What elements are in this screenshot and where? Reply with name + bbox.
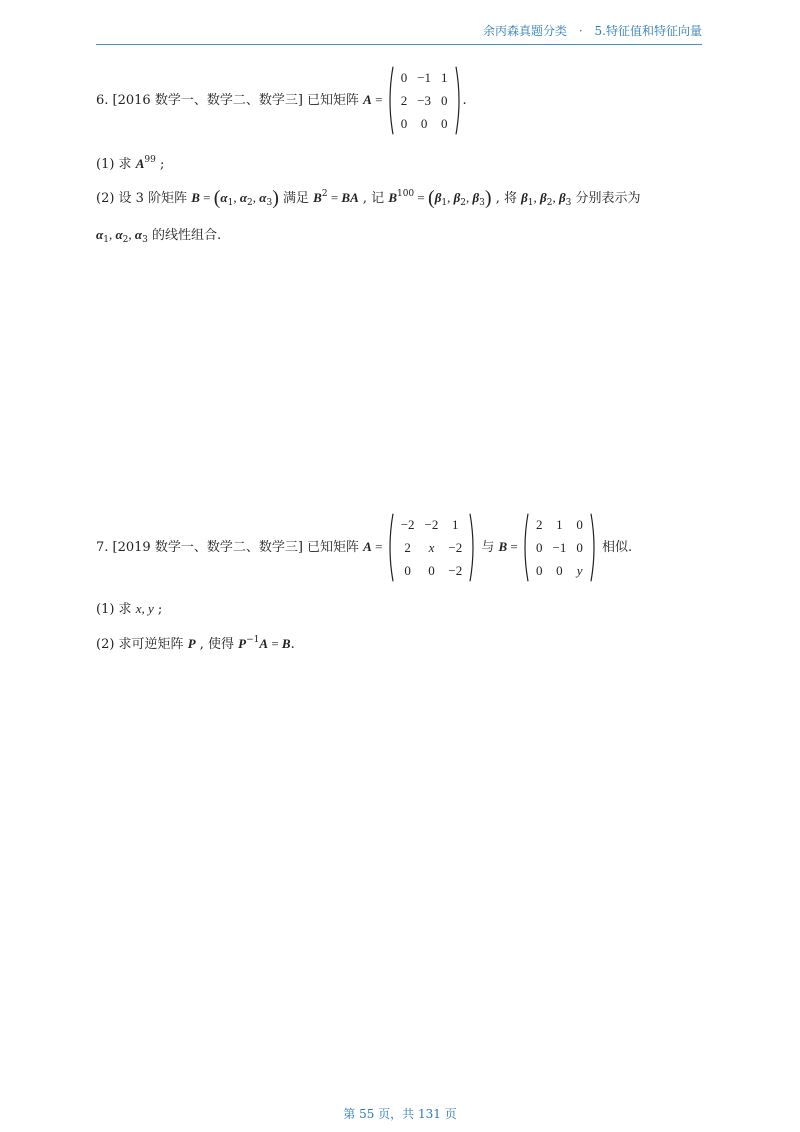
text-segment: 相似.	[597, 540, 633, 555]
subscript: 1	[441, 198, 448, 208]
cell: −2	[400, 516, 415, 532]
cell: 0	[576, 539, 583, 555]
comma: ,	[552, 190, 559, 205]
cell: 0	[536, 539, 543, 555]
equals-sign: =	[199, 190, 214, 205]
q7-prefix: 7. [2019 数学一、数学二、数学三] 已知矩阵	[96, 540, 364, 555]
text-segment: .	[290, 637, 295, 652]
comma: ,	[128, 227, 135, 242]
subscript: 3	[479, 198, 485, 208]
text-segment: 的线性组合.	[147, 228, 222, 243]
text-segment: ;	[153, 602, 163, 617]
left-paren-icon	[521, 513, 529, 582]
left-paren-icon	[386, 513, 394, 582]
cell: −1	[417, 69, 432, 85]
exponent: 100	[396, 189, 415, 199]
subscript: 1	[103, 235, 109, 245]
q6-part2-cont	[96, 224, 221, 243]
page-header	[96, 22, 702, 39]
q6-part1-end: ;	[155, 157, 165, 172]
cell: 0	[556, 562, 563, 578]
text-segment: 满足	[283, 191, 314, 206]
subscript: 2	[546, 198, 553, 208]
var-B: B	[313, 190, 322, 205]
exponent: 99	[144, 155, 156, 165]
q7-part2	[96, 633, 295, 652]
cell: 0	[404, 562, 411, 578]
beta-3: β	[472, 190, 480, 205]
subscript: 3	[266, 198, 273, 208]
cell: 1	[556, 516, 563, 532]
q6-statement	[96, 66, 467, 135]
comma: ,	[233, 190, 240, 205]
q6-var-A: A	[363, 92, 372, 107]
comma: ,	[533, 190, 541, 205]
cell: −2	[424, 516, 439, 532]
var-P: P	[238, 636, 247, 651]
beta-2: β	[453, 190, 461, 205]
left-paren-icon: (	[428, 187, 435, 209]
cell: 2	[400, 92, 408, 108]
subscript: 3	[142, 235, 148, 245]
q6-part1	[96, 153, 164, 172]
equals-sign: =	[327, 190, 342, 205]
left-paren-icon: (	[213, 187, 221, 209]
comma: ,	[466, 190, 473, 205]
equals-sign: =	[371, 92, 386, 107]
alpha-2: α	[239, 190, 248, 205]
header-separator: ·	[578, 24, 583, 38]
q7-statement	[96, 513, 632, 582]
text-segment: 分别表示为	[575, 191, 641, 206]
alpha-2: α	[115, 227, 123, 242]
text-segment: 与	[477, 540, 499, 555]
cell: 1	[441, 69, 448, 85]
header-title: 余丙森真题分类	[483, 24, 568, 38]
subscript: 3	[565, 198, 572, 208]
var-P: P	[187, 636, 196, 651]
cell: 2	[404, 539, 411, 555]
q7-vars: x, y	[135, 601, 154, 616]
left-paren-icon	[386, 66, 394, 135]
right-paren-icon: )	[272, 187, 279, 209]
beta-1: β	[521, 190, 528, 205]
period: .	[462, 93, 467, 108]
subscript: 2	[122, 235, 129, 245]
q6-part1-label: (1) 求	[96, 157, 136, 172]
cell: 0	[420, 115, 428, 131]
alpha-3: α	[134, 227, 143, 242]
q6-part2-label: (2) 设 3 阶矩阵	[96, 191, 192, 206]
alpha-3: α	[259, 190, 267, 205]
comma: ,	[252, 190, 260, 205]
right-paren-icon	[469, 513, 477, 582]
cell: 0	[428, 562, 435, 578]
cell: −3	[417, 92, 432, 108]
beta-1: β	[434, 190, 442, 205]
alpha-1: α	[220, 190, 228, 205]
comma: ,	[108, 227, 116, 242]
right-paren-icon: )	[484, 187, 492, 209]
subscript: 1	[227, 198, 234, 208]
q7-matrix-A	[386, 513, 478, 582]
cell: −1	[552, 539, 567, 555]
q7-var-A: A	[363, 539, 372, 554]
equals-sign: =	[371, 539, 386, 554]
var-A: A	[259, 636, 269, 651]
right-paren-icon	[455, 66, 463, 135]
var-BA: BA	[341, 190, 359, 205]
header-section: 5.特征值和特征向量	[594, 24, 702, 38]
beta-3: β	[558, 190, 566, 205]
comma: ,	[447, 190, 454, 205]
cell: x	[428, 539, 435, 555]
var-B: B	[191, 190, 200, 205]
cell: 0	[441, 115, 448, 131]
q7-var-B: B	[498, 539, 508, 554]
cell: 2	[536, 516, 543, 532]
text-segment: , 使得	[195, 637, 239, 652]
text-segment: , 将	[495, 191, 522, 206]
cell: −2	[448, 562, 463, 578]
q7-matrix-B	[521, 513, 598, 582]
exponent: 2	[321, 189, 328, 199]
page-footer: 第 55 页，共 131 页	[343, 1107, 457, 1121]
cell: 1	[452, 516, 459, 532]
var-B: B	[281, 636, 291, 651]
cell: 0	[576, 516, 583, 532]
matrix-table	[396, 513, 468, 582]
subscript: 2	[460, 198, 466, 208]
q6-matrix-A	[386, 66, 463, 135]
q6-var-A: A	[135, 156, 145, 171]
cell: y	[576, 562, 583, 578]
text-segment: , 记	[362, 191, 389, 206]
q6-prefix: 6. [2016 数学一、数学二、数学三] 已知矩阵	[96, 93, 364, 108]
subscript: 1	[527, 198, 534, 208]
header-rule	[96, 44, 702, 45]
cell: 0	[536, 562, 543, 578]
beta-2: β	[540, 190, 547, 205]
cell: 0	[400, 115, 408, 131]
var-B: B	[388, 190, 397, 205]
q7-part1	[96, 598, 162, 617]
cell: 0	[441, 92, 448, 108]
exponent: −1	[246, 635, 260, 645]
equals-sign: =	[268, 636, 282, 651]
matrix-table	[396, 66, 453, 135]
q7-part1-label: (1) 求	[96, 602, 136, 617]
subscript: 2	[247, 198, 253, 208]
equals-sign: =	[507, 539, 521, 554]
right-paren-icon	[590, 513, 598, 582]
matrix-table	[531, 513, 588, 582]
equals-sign: =	[414, 190, 429, 205]
cell: 0	[400, 69, 408, 85]
q7-part2-label: (2) 求可逆矩阵	[96, 637, 188, 652]
alpha-1: α	[96, 227, 104, 242]
cell: −2	[448, 539, 463, 555]
q6-part2	[96, 187, 641, 210]
